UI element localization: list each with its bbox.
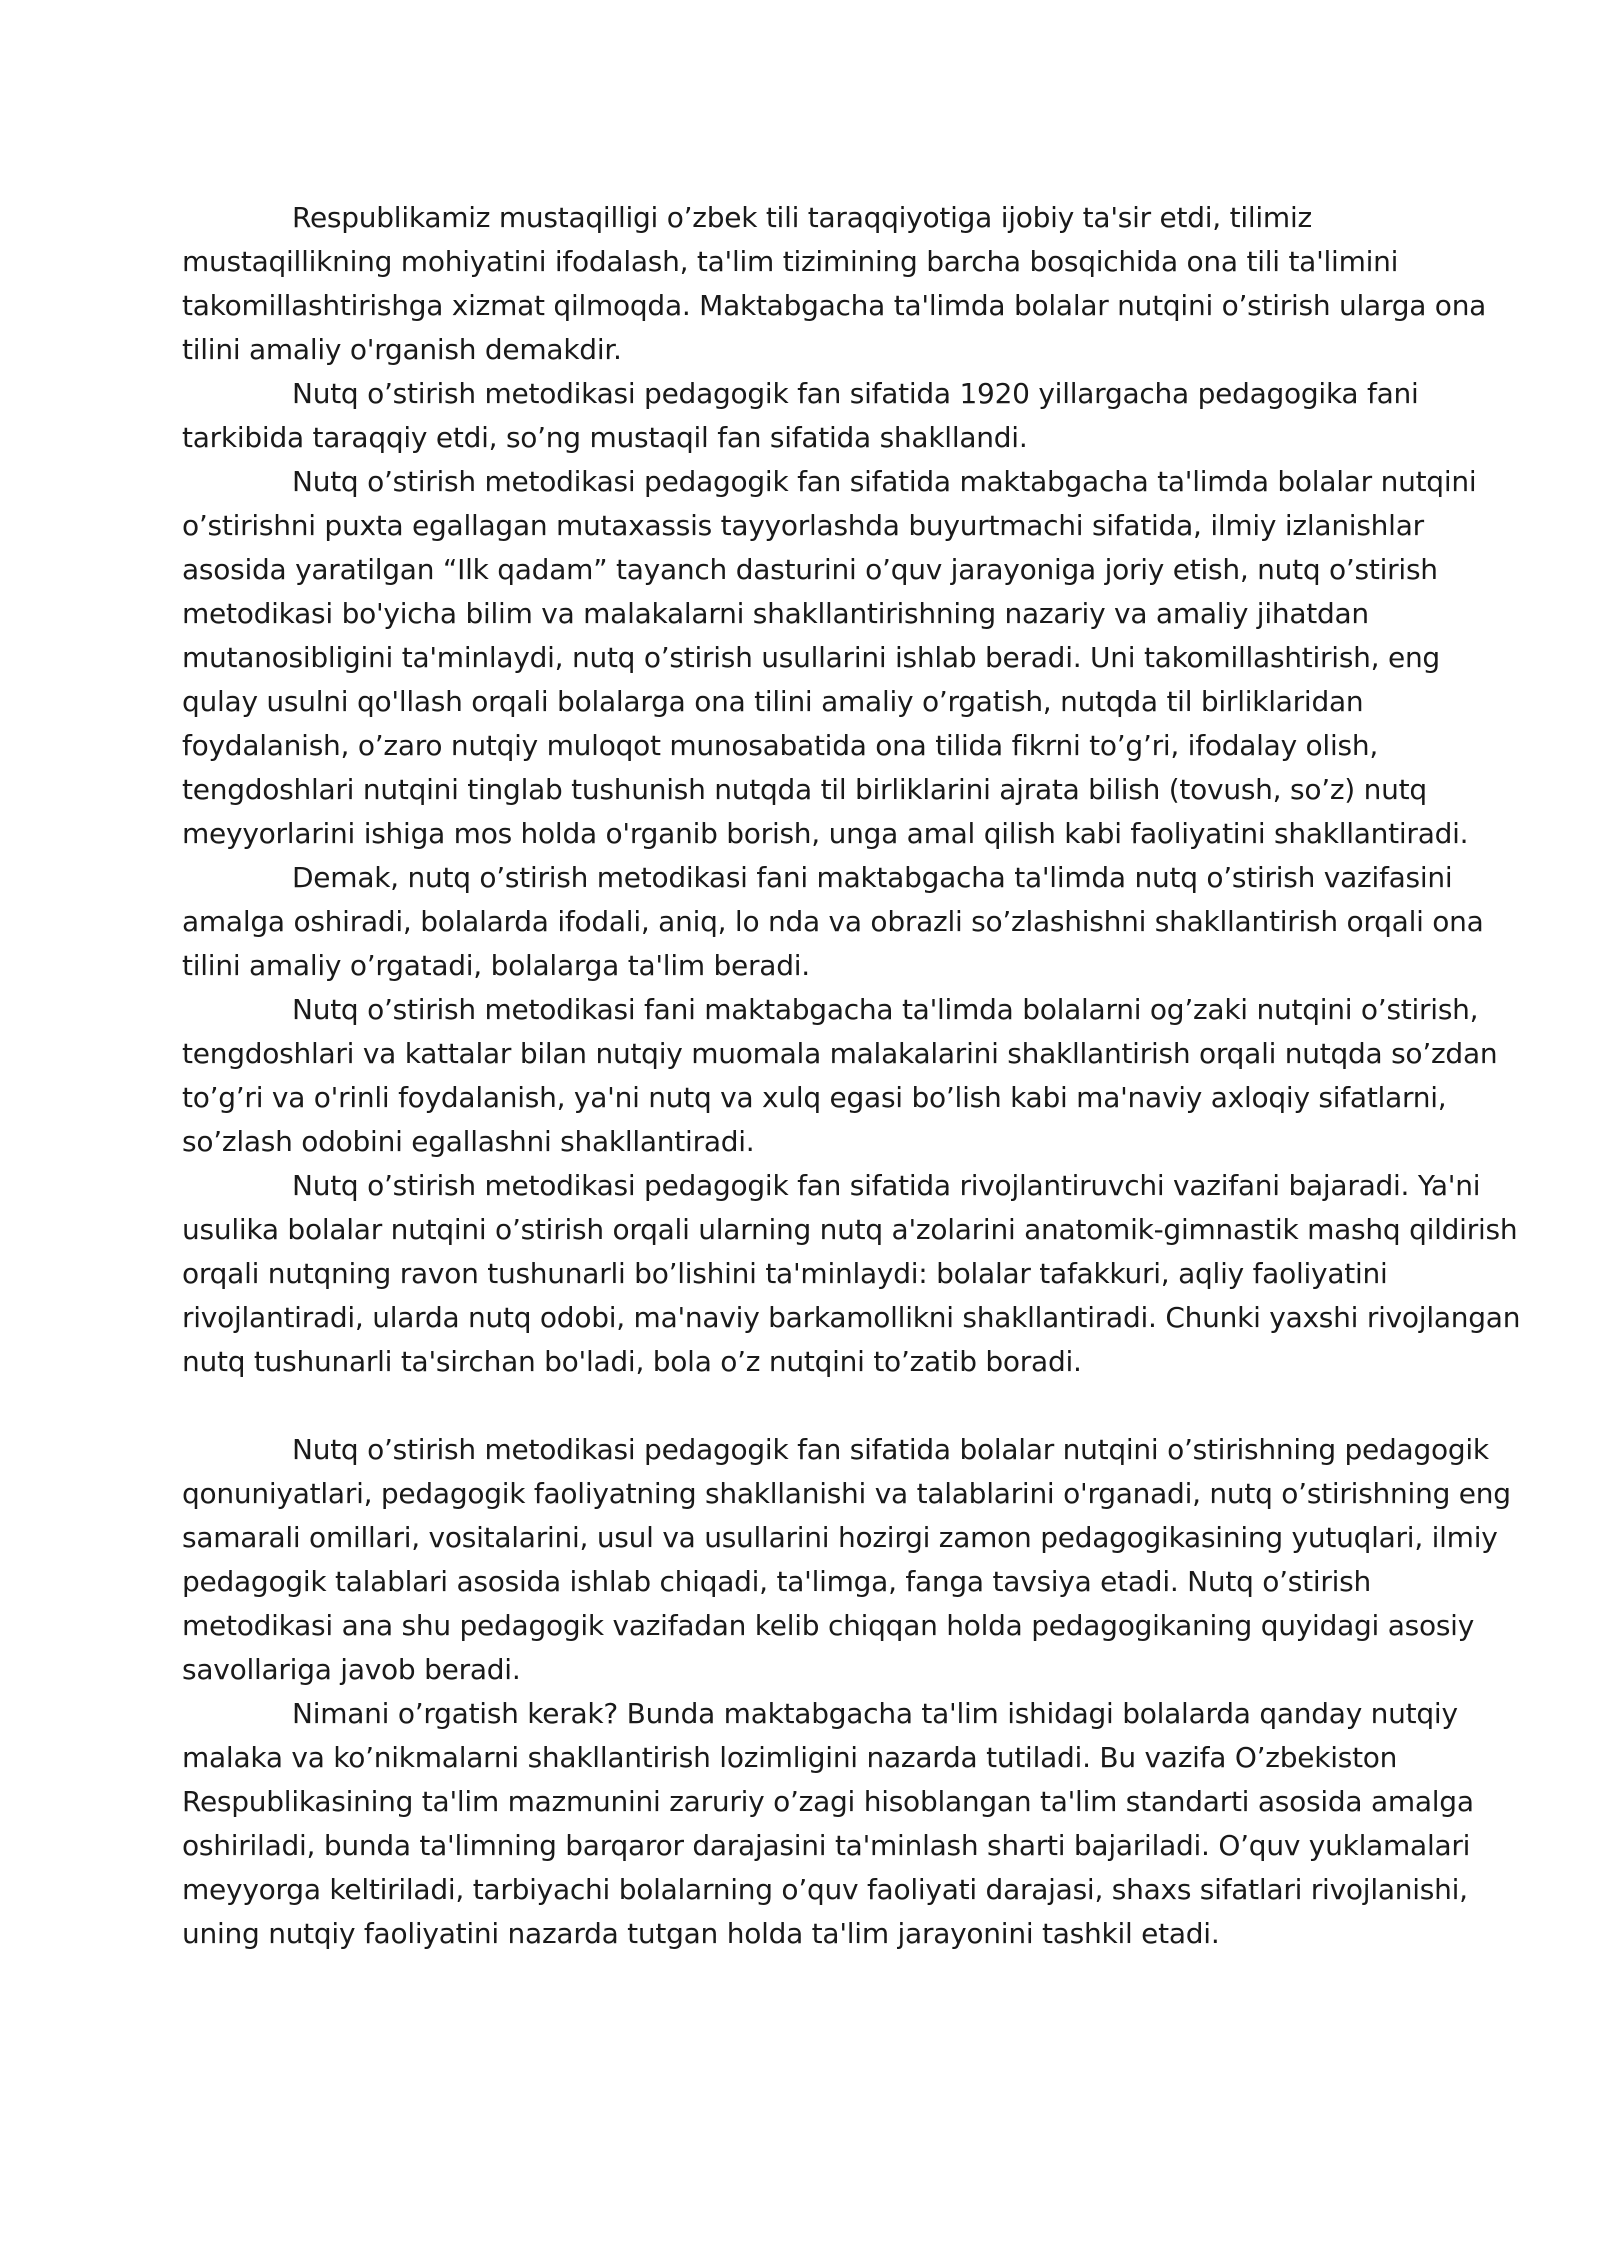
document-body — [182, 196, 1522, 1956]
paragraph-4: Demak, nutq o’stirish metodikasi fani maktabgacha ta'limda nutq o’stirish vazifasini amalga oshiradi, bolalarda ifodali, aniq, lo nda va obrazli so’zlashishni shakllantirish orqali ona tilini amaliy o’rgatadi, bolalarga ta'lim beradi. — [182, 861, 1484, 982]
paragraph-5: Nutq o’stirish metodikasi fani maktabgacha ta'limda bolalarni og’zaki nutqini o’stirish, tengdoshlari va kattalar bilan nutqiy muomala malakalarini shakllantirish orqali nutqda so’zdan to’g’ri va o'rinli foydalanish, ya'ni nutq va xulq egasi bo’lish kabi ma'naviy axloqiy sifatlarni, so’zlash odobini egallashni shakllantiradi. — [182, 993, 1498, 1158]
paragraph-1: Respublikamiz mustaqilligi o’zbek tili taraqqiyotiga ijobiy ta'sir etdi, tilimiz mustaqillikning mohiyatini ifodalash, ta'lim tizimining barcha bosqichida ona tili ta'limini takomillashtirishga xizmat qilmoqda. Maktabgacha ta'limda bolalar nutqini o’stirish ularga ona tilini amaliy o'rganish demakdir. — [182, 201, 1487, 366]
paragraph-6: Nutq o’stirish metodikasi pedagogik fan sifatida rivojlantiruvchi vazifani bajaradi. Ya'ni usulika bolalar nutqini o’stirish orqali ularning nutq a'zolarini anatomik-gimnastik mashq qildirish orqali nutqning ravon tushunarli bo’lishini ta'minlaydi: bolalar tafakkuri, aqliy faoliyatini rivojlantiradi, ularda nutq odobi, ma'naviy barkamollikni shakllantiradi. Chunki yaxshi rivojlangan nutq tushunarli ta'sirchan bo'ladi, bola o’z nutqini to’zatib boradi. — [182, 1169, 1521, 1378]
paragraph-8: Nimani o’rgatish kerak? Bunda maktabgacha ta'lim ishidagi bolalarda qanday nutqiy malaka va ko’nikmalarni shakllantirish lozimligini nazarda tutiladi. Bu vazifa O’zbekiston Respublikasining ta'lim mazmunini zaruriy o’zagi hisoblangan ta'lim standarti asosida amalga oshiriladi, bunda ta'limning barqaror darajasini ta'minlash sharti bajariladi. O’quv yuklamalari meyyorga keltiriladi, tarbiyachi bolalarning o’quv faoliyati darajasi, shaxs sifatlari rivojlanishi, uning nutqiy faoliyatini nazarda tutgan holda ta'lim jarayonini tashkil etadi. — [182, 1697, 1474, 1950]
paragraph-2: Nutq o’stirish metodikasi pedagogik fan sifatida 1920 yillargacha pedagogika fani tarkibida taraqqiy etdi, so’ng mustaqil fan sifatida shakllandi. — [182, 377, 1419, 454]
paragraph-7: Nutq o’stirish metodikasi pedagogik fan sifatida bolalar nutqini o’stirishning pedagogik qonuniyatlari, pedagogik faoliyatning shakllanishi va talablarini o'rganadi, nutq o’stirishning eng samarali omillari, vositalarini, usul va usullarini hozirgi zamon pedagogikasining yutuqlari, ilmiy pedagogik talablari asosida ishlab chiqadi, ta'limga, fanga tavsiya etadi. Nutq o’stirish metodikasi ana shu pedagogik vazifadan kelib chiqqan holda pedagogikaning quyidagi asosiy savollariga javob beradi. — [182, 1433, 1511, 1686]
paragraph-3: Nutq o’stirish metodikasi pedagogik fan sifatida maktabgacha ta'limda bolalar nutqini o’stirishni puxta egallagan mutaxassis tayyorlashda buyurtmachi sifatida, ilmiy izlanishlar asosida yaratilgan “Ilk qadam” tayanch dasturini o’quv jarayoniga joriy etish, nutq o’stirish metodikasi bo'yicha bilim va malakalarni shakllantirishning nazariy va amaliy jihatdan mutanosibligini ta'minlaydi, nutq o’stirish usullarini ishlab beradi. Uni takomillashtirish, eng qulay usulni qo'llash orqali bolalarga ona tilini amaliy o’rgatish, nutqda til birliklaridan foydalanish, o’zaro nutqiy muloqot munosabatida ona tilida fikrni to’g’ri, ifodalay olish, tengdoshlari nutqini tinglab tushunish nutqda til birliklarini ajrata bilish (tovush, so’z) nutq meyyorlarini ishiga mos holda o'rganib borish, unga amal qilish kabi faoliyatini shakllantiradi. — [182, 465, 1477, 850]
